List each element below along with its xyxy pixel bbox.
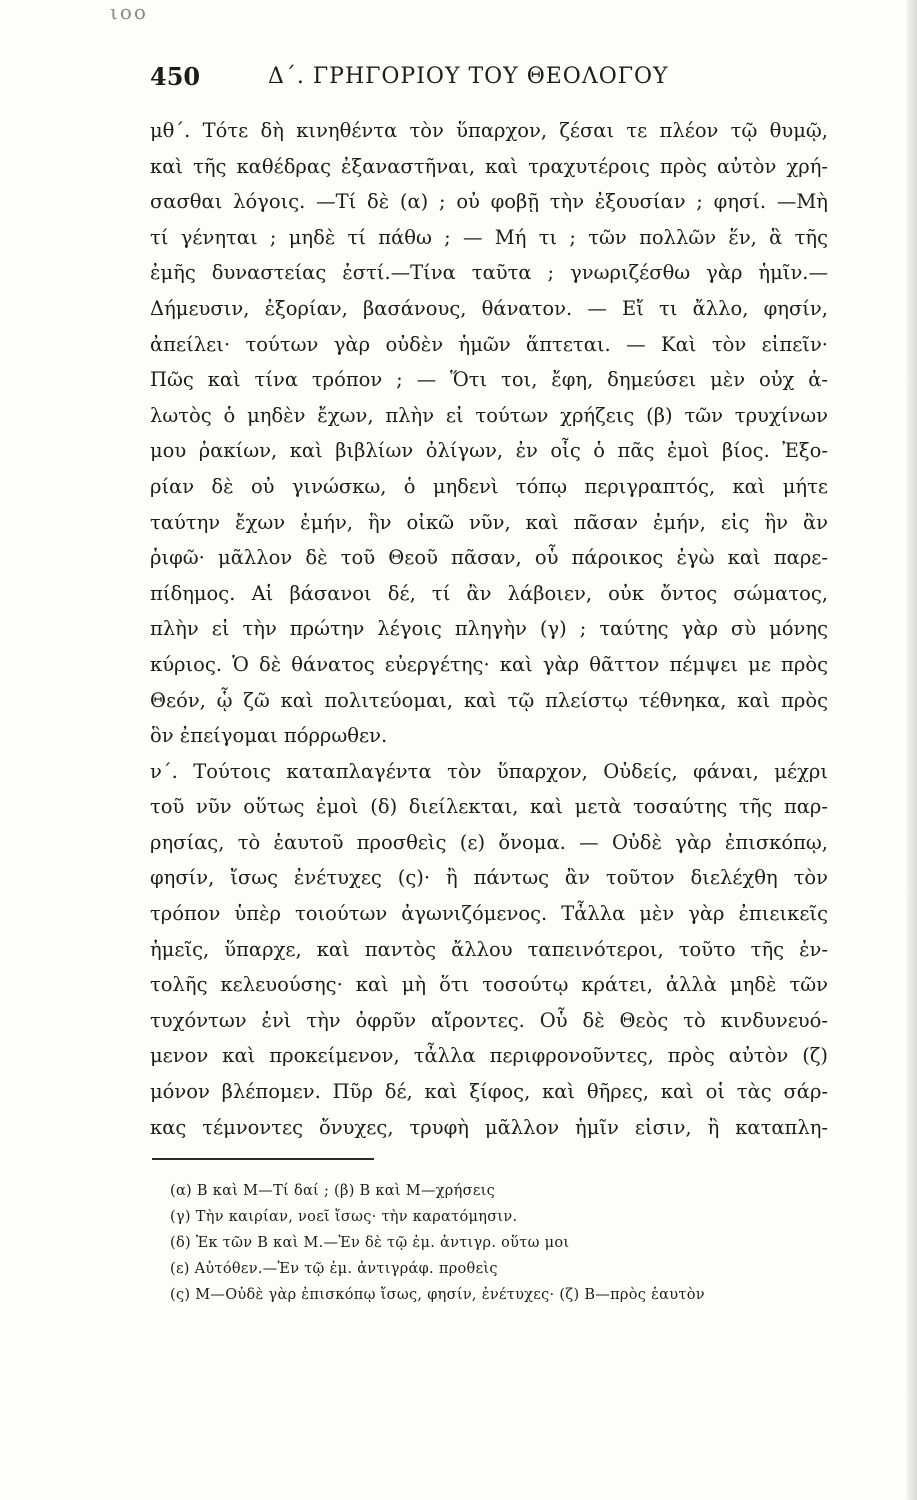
text-line: σασθαι λόγοις. —Τί δὲ (α) ; οὐ φοβῇ τὴν ἐξουσίαν ; φησί. —Μὴ xyxy=(150,190,828,214)
text-line: πλὴν εἰ τὴν πρώτην λέγοις πληγὴν (γ) ; ταύτης γὰρ σὺ μόνης xyxy=(150,617,828,641)
text-line: πίδημος. Αἱ βάσανοι δέ, τί ἂν λάβοιεν, οὐκ ὄντος σώματος, xyxy=(150,581,828,605)
text-line: ν΄. Τούτοις καταπλαγέντα τὸν ὕπαρχον, Οὐδείς, φάναι, μέχρι xyxy=(150,759,828,783)
text-line: Δήμευσιν, ἐξορίαν, βασάνους, θάνατον. — Εἴ τι ἄλλο, φησίν, xyxy=(150,296,828,320)
footnote-line: (α) Β καὶ Μ—Τί δαί ; (β) Β καὶ Μ—χρήσεις xyxy=(170,1183,496,1199)
footnotes xyxy=(170,1178,830,1308)
footnote-line: (γ) Τὴν καιρίαν, νοεῖ ἴσως· τὴν καρατόμησιν. xyxy=(170,1209,518,1225)
running-title: Δ΄. ΓΡΗΓΟΡΙΟΥ ΤΟΥ ΘΕΟΛΟΓΟΥ xyxy=(268,64,669,89)
text-line: φησίν, ἴσως ἐνέτυχες (ς)· ἢ πάντως ἂν τοῦτον διελέχθη τὸν xyxy=(150,866,828,890)
text-line: τί γένηται ; μηδὲ τί πάθω ; — Μή τι ; τῶν πολλῶν ἕν, ἃ τῆς xyxy=(150,225,828,249)
page-header xyxy=(150,62,830,102)
text-line: τοῦ νῦν οὕτως ἐμοὶ (δ) διείλεκται, καὶ μετὰ τοσαύτης τῆς παρ- xyxy=(150,795,828,819)
text-line: μενον καὶ προκείμενον, τἆλλα περιφρονοῦντες, πρὸς αὐτὸν (ζ) xyxy=(150,1044,828,1068)
text-line: καὶ τῆς καθέδρας ἐξαναστῆναι, καὶ τραχυτέροις πρὸς αὐτὸν χρή- xyxy=(150,154,828,178)
text-line: κας τέμνοντες ὄνυχες, τρυφὴ μᾶλλον ἡμῖν εἰσιν, ἢ καταπλη- xyxy=(150,1115,828,1139)
text-line: ἐμῆς δυναστείας ἐστί.—Τίνα ταῦτα ; γνωριζέσθω γὰρ ἡμῖν.— xyxy=(150,261,828,285)
cropped-top-text: ιοο xyxy=(110,0,148,24)
text-line: ἡμεῖς, ὕπαρχε, καὶ παντὸς ἄλλου ταπεινότεροι, τοῦτο τῆς ἐν- xyxy=(150,937,828,961)
text-line: τολῆς κελευούσης· καὶ μὴ ὅτι τοσούτῳ κράτει, ἀλλὰ μηδὲ τῶν xyxy=(150,973,828,997)
main-text xyxy=(150,113,828,1145)
text-line: ρησίας, τὸ ἑαυτοῦ προσθεὶς (ε) ὄνομα. — Οὐδὲ γὰρ ἐπισκόπῳ, xyxy=(150,830,828,854)
text-line: Πῶς καὶ τίνα τρόπον ; — Ὅτι τοι, ἔφη, δημεύσει μὲν οὐχ ἁ- xyxy=(150,368,828,392)
footnote-line: (ς) Μ—Οὐδὲ γὰρ ἐπισκόπῳ ἴσως, φησίν, ἐνέτυχες· (ζ) Β—πρὸς ἑαυτὸν xyxy=(170,1287,705,1303)
text-line: ρίαν δὲ οὐ γινώσκω, ὁ μηδενὶ τόπῳ περιγραπτός, καὶ μήτε xyxy=(150,474,828,498)
text-line: μου ῥακίων, καὶ βιβλίων ὀλίγων, ἐν οἷς ὁ πᾶς ἐμοὶ βίος. Ἐξο- xyxy=(150,439,828,463)
page-gutter-shadow xyxy=(907,0,917,1500)
text-line: τυχόντων ἐνὶ τὴν ὀφρῦν αἴροντες. Οὗ δὲ Θεὸς τὸ κινδυνευό- xyxy=(150,1008,828,1032)
footnote-line: (ε) Αὐτόθεν.—Ἐν τῷ ἐμ. ἀντιγράφ. προθεὶς xyxy=(170,1261,498,1277)
footnote-line: (δ) Ἐκ τῶν Β καὶ Μ.—Ἐν δὲ τῷ ἐμ. ἀντιγρ. οὕτω μοι xyxy=(170,1235,570,1251)
text-line: Θεόν, ᾧ ζῶ καὶ πολιτεύομαι, καὶ τῷ πλείστῳ τέθνηκα, καὶ πρὸς xyxy=(150,688,828,712)
text-line: κύριος. Ὁ δὲ θάνατος εὐεργέτης· καὶ γὰρ θᾶττον πέμψει με πρὸς xyxy=(150,652,828,676)
text-line: ὃν ἐπείγομαι πόρρωθεν. xyxy=(150,724,388,748)
page-number: 450 xyxy=(150,62,201,91)
footnote-rule xyxy=(152,1158,374,1160)
text-line: τρόπον ὑπὲρ τοιούτων ἀγωνιζόμενος. Τἆλλα μὲν γὰρ ἐπιεικεῖς xyxy=(150,902,828,926)
text-line: μόνον βλέπομεν. Πῦρ δέ, καὶ ξίφος, καὶ θῆρες, καὶ οἱ τὰς σάρ- xyxy=(150,1080,828,1104)
text-line: ῥιφῶ· μᾶλλον δὲ τοῦ Θεοῦ πᾶσαν, οὗ πάροικος ἐγὼ καὶ παρε- xyxy=(150,546,828,570)
text-line: ἀπείλει· τούτων γὰρ οὐδὲν ἡμῶν ἅπτεται. — Καὶ τὸν εἰπεῖν· xyxy=(150,332,828,356)
text-line: ταύτην ἔχων ἐμήν, ἣν οἰκῶ νῦν, καὶ πᾶσαν ἐμήν, εἰς ἣν ἂν xyxy=(150,510,828,534)
text-line: μθ΄. Τότε δὴ κινηθέντα τὸν ὕπαρχον, ζέσαι τε πλέον τῷ θυμῷ, xyxy=(150,119,828,142)
text-line: λωτὸς ὁ μηδὲν ἔχων, πλὴν εἰ τούτων χρήζεις (β) τῶν τρυχίνων xyxy=(150,403,828,427)
